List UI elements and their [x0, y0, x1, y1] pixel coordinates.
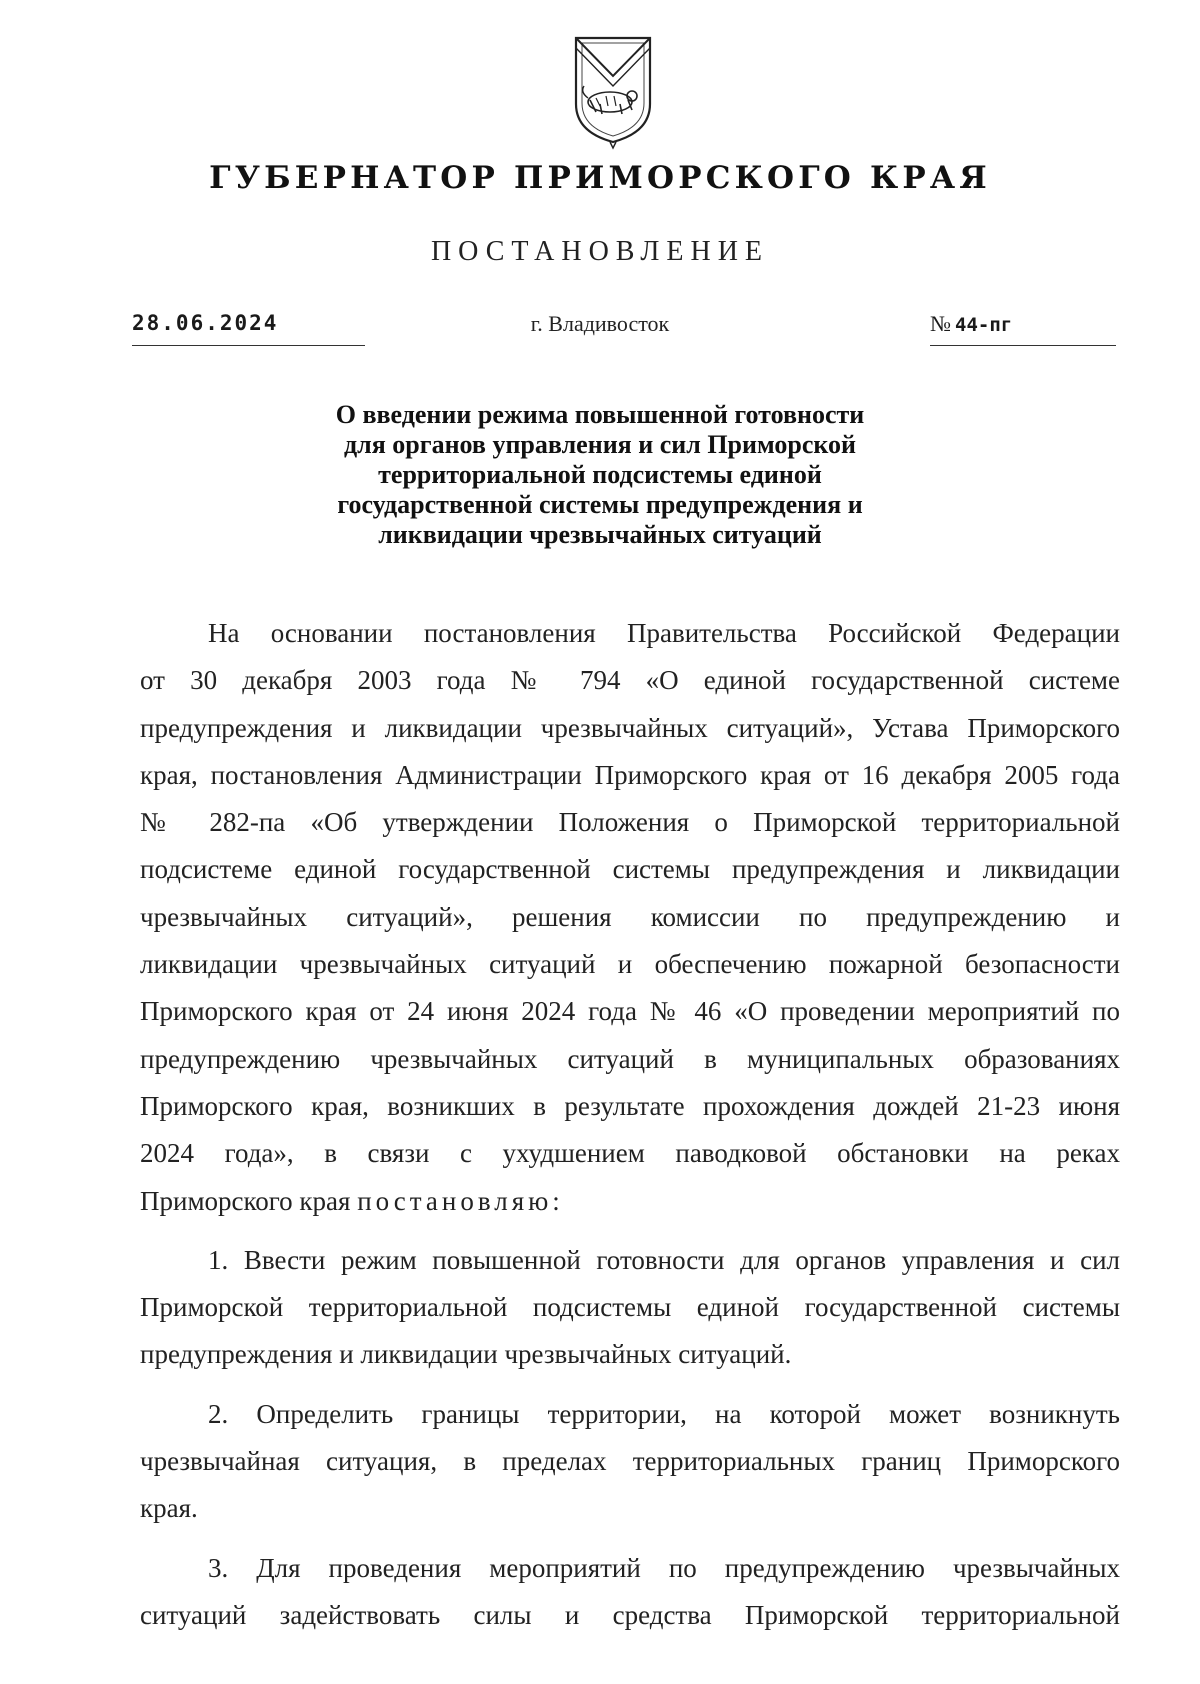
preamble-line: 2024 года», в связи с ухудшением паводковой обстановки на реках — [140, 1138, 1120, 1169]
item-1-line: предупреждения и ликвидации чрезвычайных ситуаций. — [140, 1339, 792, 1370]
preamble-line: Приморского края, возникших в результате прохождения дождей 21-23 июня — [140, 1090, 1120, 1121]
item-3-line: 3. Для проведения мероприятий по предупреждению чрезвычайных — [208, 1552, 1120, 1583]
item-2-line: края. — [140, 1493, 198, 1524]
document-title — [250, 400, 950, 550]
document-type: ПОСТАНОВЛЕНИЕ — [430, 236, 770, 267]
preamble-line: чрезвычайных ситуаций», решения комиссии по предупреждению и — [140, 901, 1120, 932]
item-1-line: 1. Ввести режим повышенной готовности для органов управления и сил — [208, 1244, 1120, 1275]
item-2-line: 2. Определить границы территории, на которой может возникнуть — [208, 1398, 1120, 1429]
item-1-line: Приморской территориальной подсистемы единой государственной системы — [140, 1292, 1120, 1323]
title-line: для органов управления и сил Приморской — [344, 430, 856, 459]
preamble-line: Приморского края от 24 июня 2024 года № 46 «О проведении мероприятий по — [140, 996, 1120, 1027]
title-line: О введении режима повышенной готовности — [335, 400, 865, 429]
title-line: территориальной подсистемы единой — [378, 460, 822, 489]
number-value: 44-пг — [955, 314, 1013, 336]
preamble-line: от 30 декабря 2003 года № 794 «О единой государственной системе — [140, 665, 1120, 696]
preamble-line: На основании постановления Правительства Российской Федерации — [208, 618, 1120, 648]
issuer-heading: ГУБЕРНАТОР ПРИМОРСКОГО КРАЯ — [209, 160, 991, 196]
title-line: ликвидации чрезвычайных ситуаций — [378, 520, 822, 549]
item-3-line: ситуаций задействовать силы и средства Приморской территориальной — [140, 1599, 1120, 1630]
number-label: № — [930, 311, 951, 336]
preamble-line: № 282-па «Об утверждении Положения о Приморской территориальной — [140, 807, 1120, 838]
preamble-line: подсистеме единой государственной системы предупреждения и ликвидации — [140, 854, 1120, 885]
item-2-line: чрезвычайная ситуация, в пределах территориальных границ Приморского — [140, 1446, 1120, 1477]
decree-word: постановляю: — [357, 1185, 564, 1216]
preamble-line: края, постановления Администрации Приморского края от 16 декабря 2005 года — [140, 759, 1120, 790]
preamble-line: предупреждению чрезвычайных ситуаций в муниципальных образованиях — [140, 1043, 1120, 1074]
decree-lead: Приморского края — [140, 1185, 351, 1216]
number-field — [930, 305, 1116, 346]
city-field: г. Владивосток — [530, 311, 670, 336]
title-line: государственной системы предупреждения и — [337, 490, 863, 519]
coat-of-arms-emblem — [570, 34, 656, 150]
preamble-line: ликвидации чрезвычайных ситуаций и обеспечению пожарной безопасности — [140, 949, 1120, 980]
decree-line — [140, 1178, 1120, 1225]
document-body — [140, 610, 1120, 1639]
preamble-line: предупреждения и ликвидации чрезвычайных ситуаций», Устава Приморского — [140, 712, 1120, 743]
date-field: 28.06.2024 — [132, 305, 365, 346]
